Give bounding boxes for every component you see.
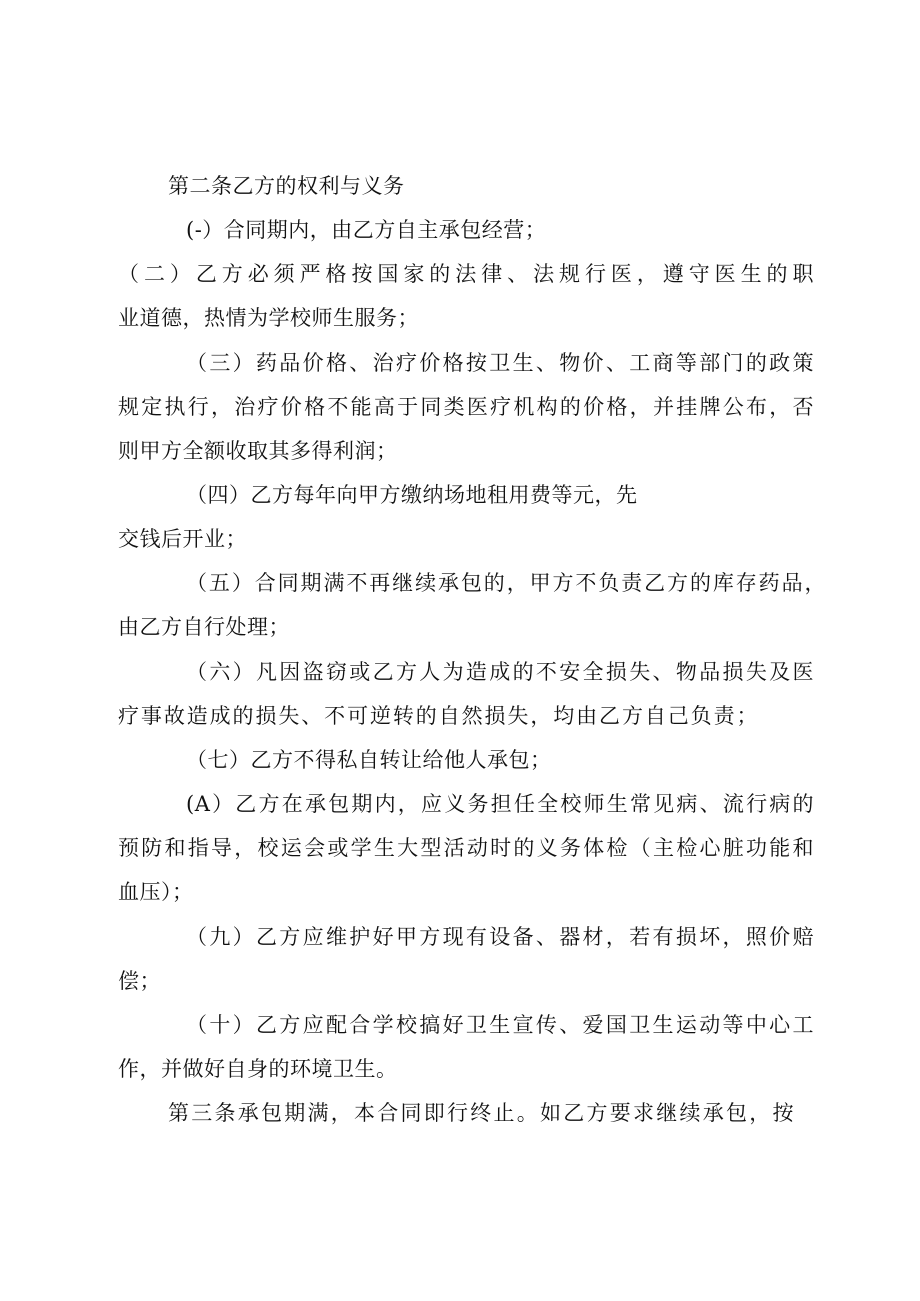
clause-2-line-2: 业道德，热情为学校师生服务；: [118, 306, 419, 330]
clause-1-line-1: (-）合同期内，由乙方自主承包经营；: [186, 218, 547, 242]
article-3-line-1: 第三条承包期满，本合同即行终止。如乙方要求继续承包，按: [168, 1101, 794, 1125]
clause-8-line-3: 血压）；: [118, 880, 194, 904]
clause-3-line-3: 则甲方全额收取其多得利润；: [118, 439, 398, 463]
clause-6-line-1: （六）凡因盗窃或乙方人为造成的不安全损失、物品损失及医: [186, 660, 814, 684]
clause-5-line-1: （五）合同期满不再继续承包的，甲方不负责乙方的库存药品，: [186, 571, 826, 595]
clause-10-line-1: （十）乙方应配合学校搞好卫生宣传、爱国卫生运动等中心工: [186, 1013, 814, 1037]
clause-9-line-1: （九）乙方应维护好甲方现有设备、器材，若有损坏，照价赔: [186, 925, 814, 949]
article-2-heading: 第二条乙方的权利与义务: [168, 174, 405, 198]
clause-4-line-2: 交钱后开业；: [118, 527, 247, 551]
clause-4-line-1: （四）乙方每年向甲方缴纳场地租用费等元，先: [186, 483, 638, 507]
clause-3-line-1: （三）药品价格、治疗价格按卫生、物价、工商等部门的政策: [186, 351, 814, 375]
clause-5-line-2: 由乙方自行处理；: [118, 615, 290, 639]
clause-3-line-2: 规定执行，治疗价格不能高于同类医疗机构的价格，并挂牌公布，否: [118, 395, 814, 419]
clause-7-line-1: （七）乙方不得私自转让给他人承包；: [186, 748, 552, 772]
clause-8-line-2: 预防和指导，校运会或学生大型活动时的义务体检（主检心脏功能和: [118, 836, 814, 860]
clause-10-line-2: 作，并做好自身的环境卫生。: [118, 1057, 398, 1081]
clause-9-line-2: 偿；: [118, 969, 161, 993]
clause-2-line-1: （二）乙方必须严格按国家的法律、法规行医，遵守医生的职: [118, 262, 814, 286]
clause-6-line-2: 疗事故造成的损失、不可逆转的自然损失，均由乙方自己负责；: [118, 704, 758, 728]
clause-8-line-1: (A）乙方在承包期内，应义务担任全校师生常见病、流行病的: [186, 792, 814, 816]
